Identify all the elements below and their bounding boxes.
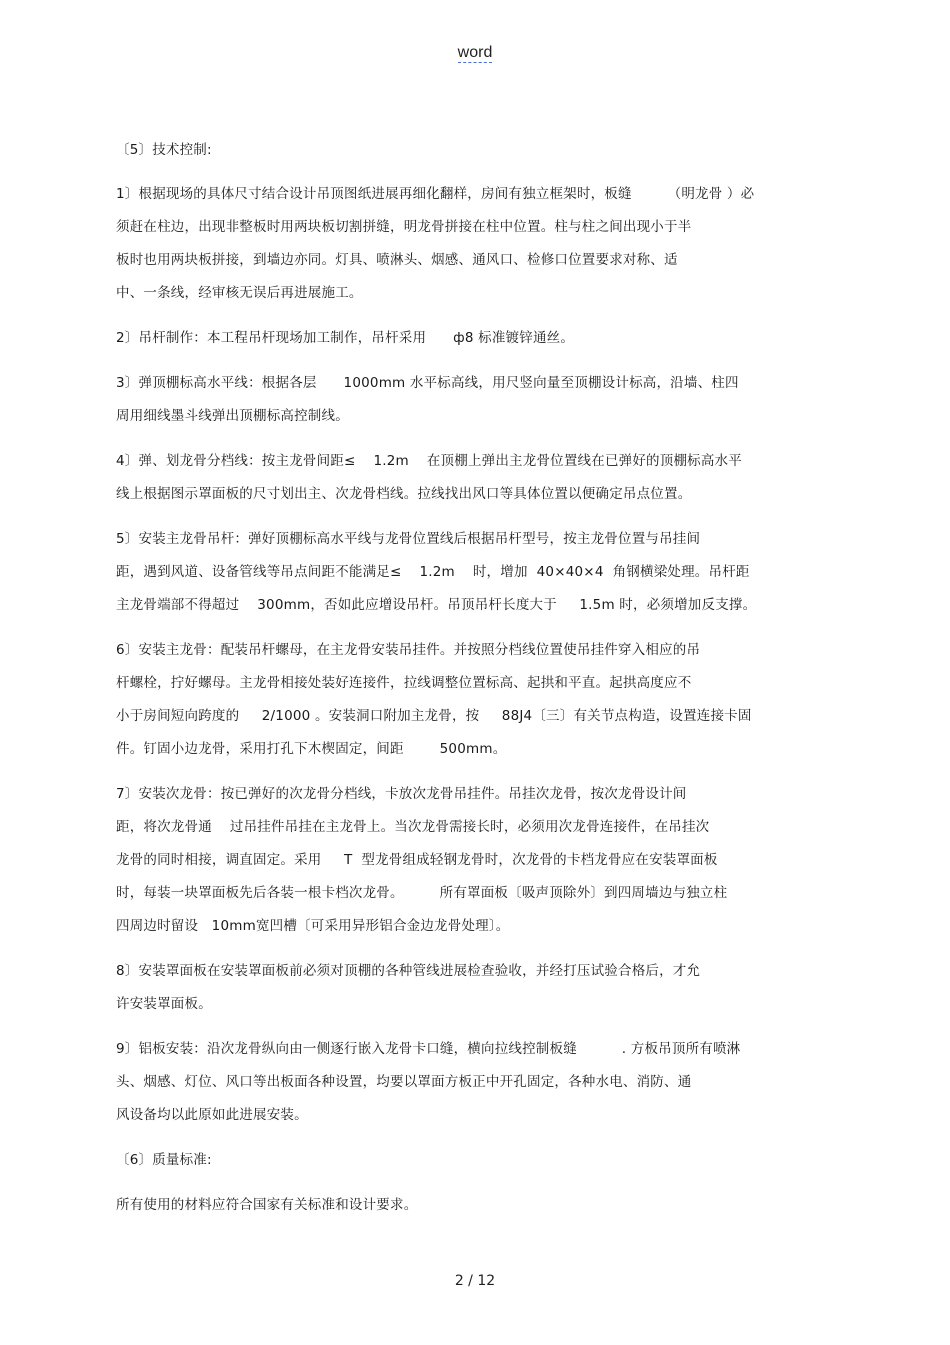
text-line: 小于房间短向跨度的 2/1000 。安装洞口附加主龙骨，按 88J4〔三〕有关节点构造，设置连接卡固 (116, 708, 752, 724)
text-line: 主龙骨端部不得超过 300mm，否如此应增设吊杆。吊顶吊杆长度大于 1.5m 时，必须增加反支撑。 (116, 597, 757, 613)
text-line: 3〕弹顶棚标高水平线：根据各层 1000mm 水平标高线，用尺竖向量至顶棚设计标高，沿墙、柱四 (116, 375, 739, 391)
text-line: 时，每装一块罩面板先后各装一根卡档次龙骨。 所有罩面板〔吸声顶除外〕到四周墙边与独立柱 (116, 885, 728, 901)
text-line: 1〕根据现场的具体尺寸结合设计吊顶图纸进展再细化翻样，房间有独立框架时，板缝 （明龙骨 ）必 (116, 186, 755, 202)
text-line: 4〕弹、划龙骨分档线：按主龙骨间距≤ 1.2m 在顶棚上弹出主龙骨位置线在已弹好的顶棚标高水平 (116, 453, 742, 469)
text-line: 件。钉固小边龙骨，采用打孔下木楔固定，间距 500mm。 (116, 741, 507, 757)
page-number: 2 / 12 (454, 1273, 496, 1289)
text-line: 杆螺栓，拧好螺母。主龙骨相接处装好连接件，拉线调整位置标高、起拱和平直。起拱高度应不 (116, 675, 692, 691)
text-line: 所有使用的材料应符合国家有关标准和设计要求。 (116, 1197, 418, 1213)
text-line: 风设备均以此原如此进展安装。 (116, 1107, 308, 1123)
text-line: 龙骨的同时相接，调直固定。采用 T 型龙骨组成轻钢龙骨时，次龙骨的卡档龙骨应在安装罩面板 (116, 852, 718, 868)
text-line: 中、一条线，经审核无误后再进展施工。 (116, 285, 363, 301)
text-line: 距，将次龙骨通 过吊挂件吊挂在主龙骨上。当次龙骨需接长时，必须用次龙骨连接件，在吊挂次 (116, 819, 710, 835)
text-line: 6〕安装主龙骨：配装吊杆螺母，在主龙骨安装吊挂件。并按照分档线位置使吊挂件穿入相应的吊 (116, 642, 701, 658)
text-line: 许安装罩面板。 (116, 996, 212, 1012)
section-heading: 〔5〕技术控制: (116, 142, 212, 158)
text-line: 9〕铝板安装：沿次龙骨纵向由一侧逐行嵌入龙骨卡口缝，横向拉线控制板缝 . 方板吊顶所有喷淋 (116, 1041, 741, 1057)
section-heading: 〔6〕质量标准: (116, 1152, 212, 1168)
header-title: word (457, 44, 493, 61)
text-line: 四周边时留设 10mm宽凹槽〔可采用异形铝合金边龙骨处理〕。 (116, 918, 510, 934)
text-line: 头、烟感、灯位、风口等出板面各种设置，均要以罩面方板正中开孔固定，各种水电、消防、通 (116, 1074, 692, 1090)
text-line: 7〕安装次龙骨：按已弹好的次龙骨分档线，卡放次龙骨吊挂件。吊挂次龙骨，按次龙骨设计间 (116, 786, 687, 802)
text-line: 周用细线墨斗线弹出顶棚标高控制线。 (116, 408, 349, 424)
text-line: 须赶在柱边，出现非整板时用两块板切割拼缝，明龙骨拼接在柱中位置。柱与柱之间出现小于半 (116, 219, 692, 235)
text-line: 8〕安装罩面板在安装罩面板前必须对顶棚的各种管线进展检查验收，并经打压试验合格后，才允 (116, 963, 701, 979)
text-line: 5〕安装主龙骨吊杆：弹好顶棚标高水平线与龙骨位置线后根据吊杆型号，按主龙骨位置与吊挂间 (116, 531, 701, 547)
text-line: 板时也用两块板拼接，到墙边亦同。灯具、喷淋头、烟感、通风口、检修口位置要求对称、适 (116, 252, 678, 268)
text-line: 距，遇到风道、设备管线等吊点间距不能满足≤ 1.2m 时，增加 40×40×4 角钢横梁处理。吊杆距 (116, 564, 750, 580)
page-header (0, 44, 950, 62)
text-line: 线上根据图示罩面板的尺寸划出主、次龙骨档线。拉线找出风口等具体位置以便确定吊点位置。 (116, 486, 692, 502)
text-line: 2〕吊杆制作：本工程吊杆现场加工制作，吊杆采用 ф8 标准镀锌通丝。 (116, 330, 575, 346)
